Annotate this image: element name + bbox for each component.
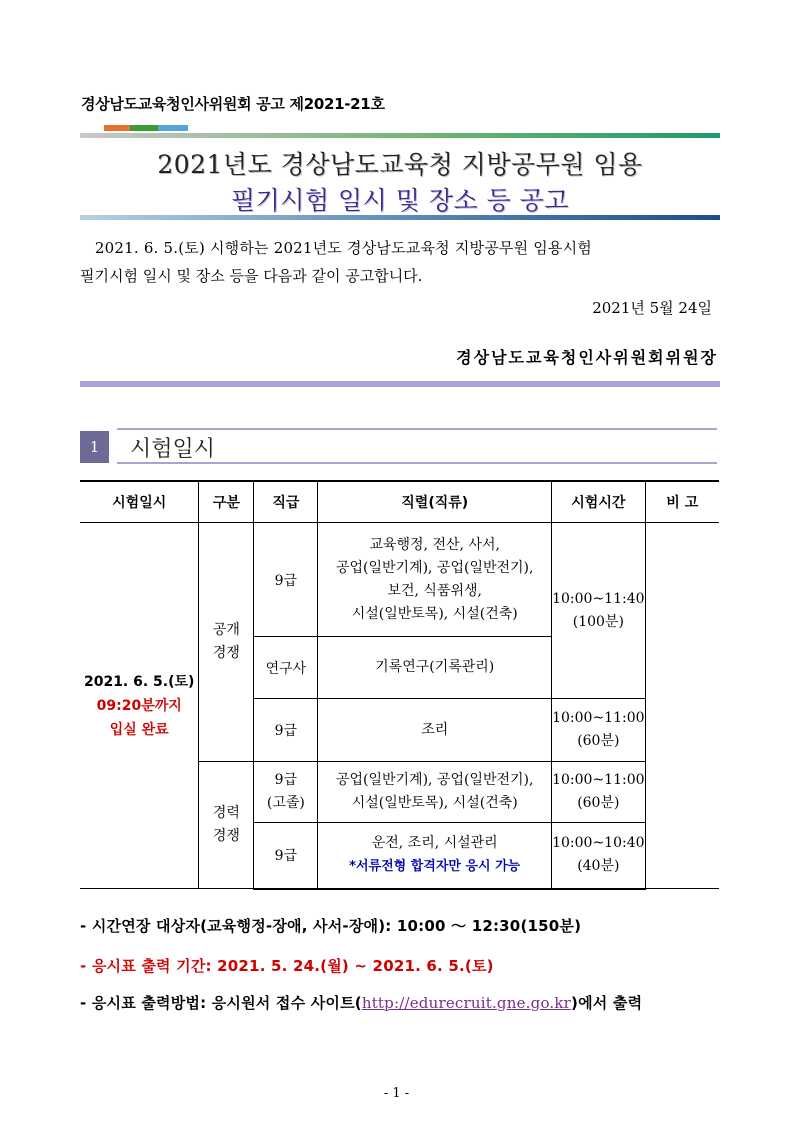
table-row bbox=[80, 523, 719, 637]
grade-cell: 9급 bbox=[254, 823, 318, 889]
grade-cell: 연구사 bbox=[254, 637, 318, 699]
remarks-cell bbox=[645, 523, 719, 889]
note-print-method bbox=[80, 992, 642, 1013]
time-range: 10:00~11:00 bbox=[552, 710, 645, 726]
grade-line: 9급 bbox=[274, 772, 298, 788]
time-duration: (100분) bbox=[572, 613, 624, 630]
note-time-extension: - 시간연장 대상자(교육행정-장애, 사서-장애): 10:00 ～ 12:30(150분) bbox=[80, 917, 582, 935]
category-career-line-2: 경쟁 bbox=[212, 828, 240, 844]
time-cell bbox=[552, 762, 645, 823]
header-grade: 직급 bbox=[254, 481, 318, 523]
intro-line-1-text: 2021. 6. 5.(토) 시행하는 2021년도 경상남도교육청 지방공무원 임용시험 bbox=[94, 239, 592, 257]
time-range: 10:00~11:40 bbox=[552, 590, 645, 607]
tab-orange bbox=[104, 125, 130, 131]
intro-line-2: 필기시험 일시 및 장소 등을 다음과 같이 공고합니다. bbox=[80, 267, 423, 285]
header-exam-time: 시험시간 bbox=[552, 481, 645, 523]
grade-cell: 9급 bbox=[254, 699, 318, 762]
title-line-1: 2021년도 경상남도교육청 지방공무원 임용 bbox=[157, 150, 643, 179]
series-cell bbox=[318, 637, 552, 699]
series-line: 조리 bbox=[421, 721, 449, 738]
print-method-suffix: )에서 출력 bbox=[571, 994, 643, 1012]
series-line: 보건, 식품위생, bbox=[387, 582, 482, 599]
series-line: 시설(일반토목), 시설(건축) bbox=[351, 605, 518, 622]
series-cell bbox=[318, 823, 552, 889]
series-cell bbox=[318, 699, 552, 762]
entry-deadline: 09:20분까지 bbox=[96, 697, 182, 714]
time-cell bbox=[552, 823, 645, 889]
series-cell bbox=[318, 762, 552, 823]
series-line: 공업(일반기계), 공업(일반전기), bbox=[335, 559, 534, 576]
edurecruit-link[interactable]: http://edurecruit.gne.go.kr bbox=[361, 994, 572, 1012]
grade-cell: 9급 bbox=[254, 523, 318, 637]
note-print-period: - 응시표 출력 기간: 2021. 5. 24.(월) ~ 2021. 6. 5.(토) bbox=[80, 957, 494, 975]
grade-cell bbox=[254, 762, 318, 823]
intro-line-1 bbox=[80, 238, 720, 258]
section-number: 1 bbox=[80, 431, 109, 463]
header-remarks: 비 고 bbox=[645, 481, 719, 523]
category-open-line-2: 경쟁 bbox=[212, 645, 240, 661]
time-cell bbox=[552, 699, 645, 762]
title-color-tabs bbox=[104, 125, 188, 131]
title-top-rule bbox=[80, 133, 720, 138]
series-line: 기록연구(기록관리) bbox=[375, 659, 495, 675]
series-line: 공업(일반기계), 공업(일반전기), bbox=[335, 772, 534, 788]
time-duration: (60분) bbox=[577, 795, 620, 811]
header-category: 구분 bbox=[199, 481, 254, 523]
exam-date-cell bbox=[80, 523, 199, 889]
entry-complete: 입실 완료 bbox=[109, 721, 169, 738]
series-cell bbox=[318, 523, 552, 637]
time-range: 10:00~11:00 bbox=[552, 772, 645, 788]
time-duration: (60분) bbox=[577, 733, 620, 749]
series-note: *서류전형 합격자만 응시 가능 bbox=[349, 859, 521, 875]
notice-date: 2021년 5월 24일 bbox=[592, 299, 712, 317]
title-line-2: 필기시험 일시 및 장소 등 공고 bbox=[230, 186, 570, 215]
exam-schedule-table bbox=[80, 480, 719, 890]
series-line: 교육행정, 전산, 사서, bbox=[369, 536, 500, 553]
title-bottom-rule bbox=[80, 215, 720, 220]
series-line: 시설(일반토목), 시설(건축) bbox=[351, 795, 518, 811]
category-open bbox=[199, 523, 254, 762]
tab-green bbox=[130, 125, 158, 131]
category-career-line-1: 경력 bbox=[212, 805, 240, 821]
category-career bbox=[199, 762, 254, 889]
grade-line: (고졸) bbox=[266, 795, 305, 811]
separator-rule bbox=[80, 381, 720, 387]
signature: 경상남도교육청인사위원회위원장 bbox=[456, 348, 718, 367]
series-line: 운전, 조리, 시설관리 bbox=[371, 835, 498, 852]
category-open-line-1: 공개 bbox=[212, 622, 240, 638]
tab-blue bbox=[158, 125, 188, 131]
time-duration: (40분) bbox=[577, 858, 620, 875]
time-range: 10:00~10:40 bbox=[552, 835, 645, 852]
header-exam-date: 시험일시 bbox=[80, 481, 199, 523]
section-title: 시험일시 bbox=[130, 437, 216, 462]
notice-number: 경상남도교육청인사위원회 공고 제2021-21호 bbox=[81, 95, 385, 113]
time-cell bbox=[552, 523, 645, 699]
table-header-row bbox=[80, 481, 719, 523]
exam-date: 2021. 6. 5.(토) bbox=[83, 673, 195, 690]
header-series: 직렬(직류) bbox=[318, 481, 552, 523]
print-method-prefix: - 응시표 출력방법: 응시원서 접수 사이트( bbox=[80, 994, 362, 1012]
page-number: - 1 - bbox=[383, 1086, 410, 1101]
